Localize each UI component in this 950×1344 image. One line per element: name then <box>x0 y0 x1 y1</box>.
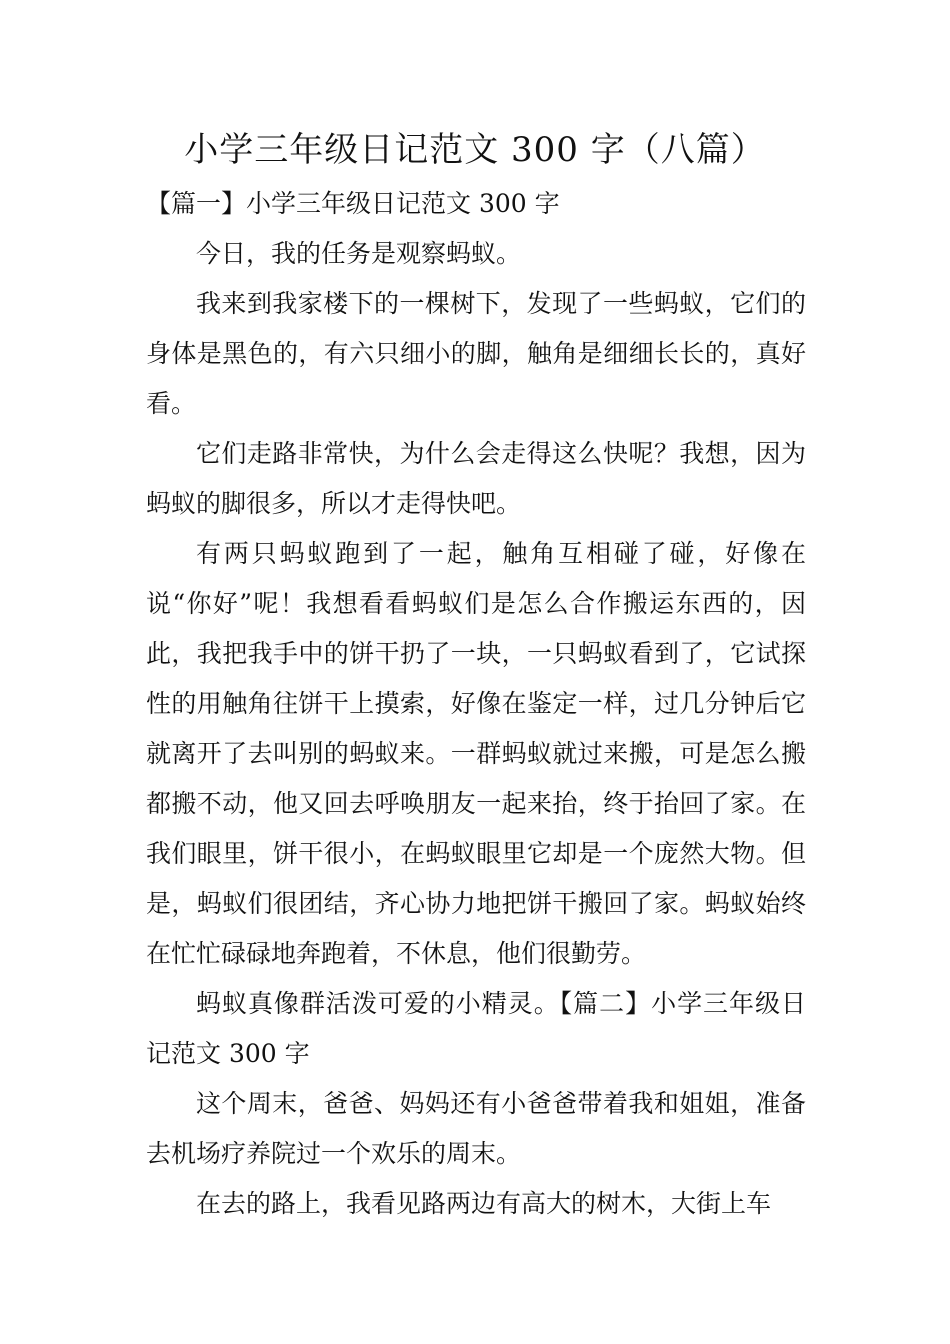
paragraph: 在去的路上，我看见路两边有高大的树木，大街上车 <box>196 1189 772 1218</box>
paragraph: 今日，我的任务是观察蚂蚁。 <box>196 239 522 268</box>
paragraph: 有两只蚂蚁跑到了一起，触角互相碰了碰，好像在说“你好”呢！我想看看蚂蚁们是怎么合作搬运东西的，因此，我把我手中的饼干扔了一块，一只蚂蚁看到了，它试探性的用触角往饼干上摸索，好像在鉴定一样，过几分钟后它就离开了去叫别的蚂蚁来。一群蚂蚁就过来搬，可是怎么搬都搬不动，他又回去呼唤朋友一起来抬，终于抬回了家。在我们眼里，饼干很小，在蚂蚁眼里它却是一个庞然大物。但是，蚂蚁们很团结，齐心协力地把饼干搬回了家。蚂蚁始终在忙忙碌碌地奔跑着，不休息，他们很勤劳。 <box>146 539 806 968</box>
paragraph: 这个周末，爸爸、妈妈还有小爸爸带着我和姐姐，准备去机场疗养院过一个欢乐的周末。 <box>146 1089 806 1168</box>
paragraph: 它们走路非常快，为什么会走得这么快呢？我想，因为蚂蚁的脚很多，所以才走得快吧。 <box>146 439 806 518</box>
document-body <box>146 179 806 1229</box>
paragraph: 我来到我家楼下的一棵树下，发现了一些蚂蚁，它们的身体是黑色的，有六只细小的脚，触角是细细长长的，真好看。 <box>146 289 806 418</box>
paragraph: 蚂蚁真像群活泼可爱的小精灵。【篇二】小学三年级日记范文 300 字 <box>146 989 806 1068</box>
section-heading: 【篇一】小学三年级日记范文 300 字 <box>146 189 560 218</box>
document-title: 小学三年级日记范文 300 字（八篇） <box>184 130 766 170</box>
